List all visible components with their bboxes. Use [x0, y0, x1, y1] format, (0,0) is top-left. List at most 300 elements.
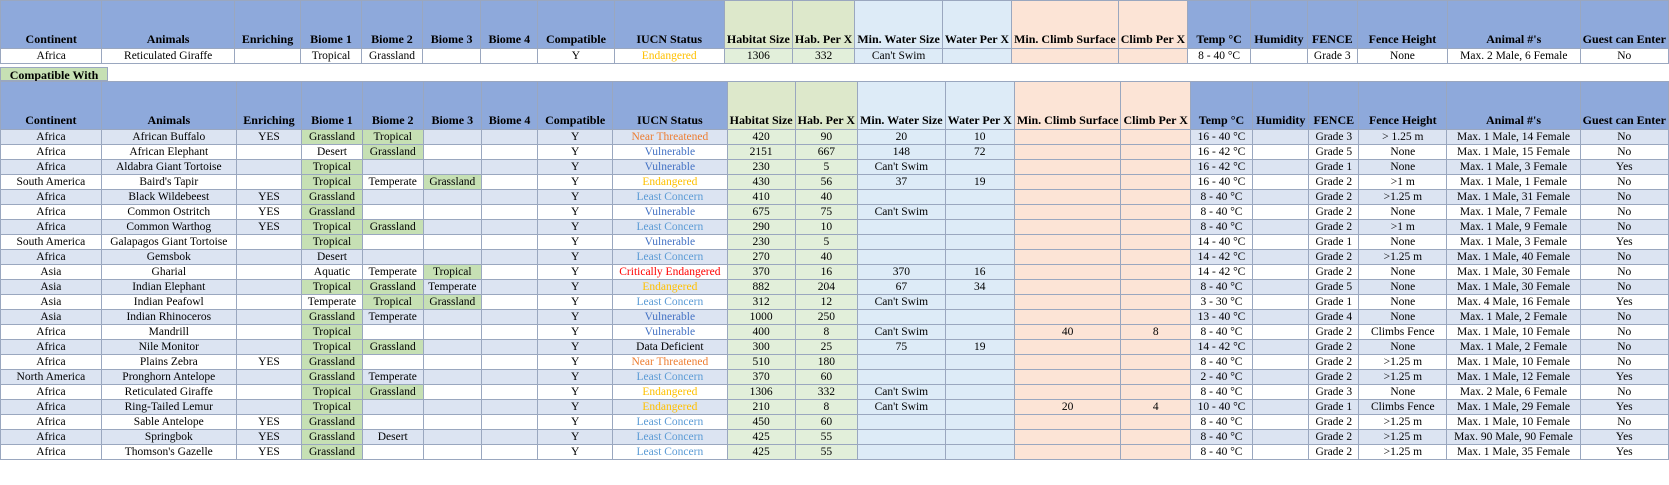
cell-humidity[interactable] [1253, 325, 1309, 340]
cell-continent[interactable]: Africa [1, 340, 102, 355]
table-row[interactable] [1, 130, 1669, 145]
table-row[interactable] [1, 175, 1669, 190]
cell-biome-2[interactable]: Grassland [361, 49, 422, 64]
column-header-animals[interactable]: Animals [102, 1, 234, 49]
cell-guest-can-enter[interactable]: Yes [1580, 370, 1668, 385]
cell-guest-can-enter[interactable]: Yes [1580, 445, 1668, 460]
cell-animals[interactable]: Springbok [101, 430, 236, 445]
cell-min-water-size[interactable]: Can't Swim [858, 325, 946, 340]
cell-iucn-status[interactable]: Critically Endangered [613, 265, 727, 280]
cell-habitat-size[interactable]: 425 [727, 430, 795, 445]
cell-min-climb-surface[interactable] [1014, 430, 1121, 445]
table-row[interactable] [1, 325, 1669, 340]
cell-animals[interactable]: Thomson's Gazelle [101, 445, 236, 460]
cell-continent[interactable]: Asia [1, 310, 102, 325]
cell-continent[interactable]: Africa [1, 160, 102, 175]
cell-fence[interactable]: Grade 2 [1309, 220, 1359, 235]
cell-hab-per-x[interactable]: 75 [795, 205, 857, 220]
column-header-guest-can-enter[interactable]: Guest can Enter [1580, 1, 1668, 49]
cell-enriching[interactable] [236, 400, 301, 415]
cell-biome-4[interactable] [482, 295, 538, 310]
cell-compatible[interactable]: Y [538, 310, 613, 325]
cell-biome-1[interactable]: Tropical [302, 400, 363, 415]
cell-biome-3[interactable]: Temperate [423, 280, 481, 295]
cell-water-per-x[interactable] [945, 355, 1014, 370]
cell-biome-2[interactable]: Tropical [362, 130, 423, 145]
cell-continent[interactable]: Asia [1, 280, 102, 295]
cell-biome-3[interactable] [423, 325, 481, 340]
cell-fence-height[interactable]: > 1.25 m [1359, 130, 1447, 145]
cell-hab-per-x[interactable]: 40 [795, 190, 857, 205]
cell-compatible[interactable]: Y [538, 385, 613, 400]
cell-biome-1[interactable]: Grassland [302, 445, 363, 460]
cell-biome-4[interactable] [482, 220, 538, 235]
cell-fence-height[interactable]: None [1357, 49, 1447, 64]
cell-fence-height[interactable]: >1.25 m [1359, 430, 1447, 445]
cell-compatible[interactable]: Y [538, 295, 613, 310]
cell-climb-per-x[interactable] [1121, 430, 1190, 445]
cell-animals[interactable]: Reticulated Giraffe [102, 49, 234, 64]
cell-biome-4[interactable] [482, 340, 538, 355]
cell-enriching[interactable] [236, 160, 301, 175]
cell-fence[interactable]: Grade 2 [1309, 190, 1359, 205]
table-row[interactable] [1, 190, 1669, 205]
cell-iucn-status[interactable]: Endangered [613, 400, 727, 415]
cell-habitat-size[interactable]: 1000 [727, 310, 795, 325]
cell-biome-1[interactable]: Tropical [302, 235, 363, 250]
cell-animal-s[interactable]: Max. 1 Male, 10 Female [1447, 325, 1580, 340]
cell-compatible[interactable]: Y [538, 220, 613, 235]
cell-climb-per-x[interactable] [1121, 190, 1190, 205]
cell-fence[interactable]: Grade 2 [1309, 370, 1359, 385]
cell-water-per-x[interactable] [945, 370, 1014, 385]
cell-hab-per-x[interactable]: 5 [795, 160, 857, 175]
column-header-continent[interactable]: Continent [1, 82, 102, 130]
cell-temp-c[interactable]: 8 - 40 °C [1190, 190, 1252, 205]
cell-min-climb-surface[interactable] [1014, 265, 1121, 280]
cell-biome-4[interactable] [482, 250, 538, 265]
cell-biome-3[interactable] [423, 145, 481, 160]
cell-temp-c[interactable]: 3 - 30 °C [1190, 295, 1252, 310]
cell-min-climb-surface[interactable]: 20 [1014, 400, 1121, 415]
cell-compatible[interactable]: Y [538, 340, 613, 355]
cell-iucn-status[interactable]: Endangered [613, 280, 727, 295]
column-header-climb-per-x[interactable]: Climb Per X [1118, 1, 1187, 49]
cell-biome-2[interactable]: Grassland [362, 340, 423, 355]
cell-compatible[interactable]: Y [538, 265, 613, 280]
cell-biome-3[interactable] [423, 385, 481, 400]
cell-climb-per-x[interactable] [1118, 49, 1187, 64]
column-header-water-per-x[interactable]: Water Per X [942, 1, 1011, 49]
cell-biome-3[interactable] [423, 370, 481, 385]
cell-water-per-x[interactable] [942, 49, 1011, 64]
cell-temp-c[interactable]: 16 - 40 °C [1190, 175, 1252, 190]
cell-hab-per-x[interactable]: 204 [795, 280, 857, 295]
cell-water-per-x[interactable]: 19 [945, 175, 1014, 190]
cell-animal-s[interactable]: Max. 1 Male, 29 Female [1447, 400, 1580, 415]
column-header-climb-per-x[interactable]: Climb Per X [1121, 82, 1190, 130]
cell-fence-height[interactable]: None [1359, 280, 1447, 295]
cell-min-water-size[interactable]: 370 [858, 265, 946, 280]
cell-hab-per-x[interactable]: 55 [795, 445, 857, 460]
cell-enriching[interactable] [236, 340, 301, 355]
cell-biome-3[interactable] [423, 340, 481, 355]
cell-water-per-x[interactable] [945, 250, 1014, 265]
cell-climb-per-x[interactable] [1121, 130, 1190, 145]
table-row[interactable] [1, 160, 1669, 175]
cell-temp-c[interactable]: 8 - 40 °C [1190, 430, 1252, 445]
cell-biome-4[interactable] [482, 280, 538, 295]
cell-min-climb-surface[interactable] [1014, 385, 1121, 400]
cell-temp-c[interactable]: 8 - 40 °C [1190, 385, 1252, 400]
cell-biome-1[interactable]: Tropical [302, 385, 363, 400]
cell-min-water-size[interactable]: Can't Swim [858, 160, 946, 175]
cell-animal-s[interactable]: Max. 1 Male, 15 Female [1447, 145, 1580, 160]
cell-animals[interactable]: Common Warthog [101, 220, 236, 235]
cell-climb-per-x[interactable] [1121, 370, 1190, 385]
cell-temp-c[interactable]: 14 - 42 °C [1190, 340, 1252, 355]
column-header-biome-1[interactable]: Biome 1 [301, 1, 362, 49]
cell-biome-4[interactable] [482, 415, 538, 430]
cell-continent[interactable]: Africa [1, 445, 102, 460]
table-row[interactable] [1, 370, 1669, 385]
table-row[interactable] [1, 430, 1669, 445]
cell-temp-c[interactable]: 8 - 40 °C [1190, 205, 1252, 220]
cell-guest-can-enter[interactable]: Yes [1580, 160, 1668, 175]
cell-biome-4[interactable] [482, 205, 538, 220]
cell-habitat-size[interactable]: 510 [727, 355, 795, 370]
cell-min-water-size[interactable] [858, 430, 946, 445]
cell-animals[interactable]: Ring-Tailed Lemur [101, 400, 236, 415]
cell-compatible[interactable]: Y [538, 400, 613, 415]
cell-compatible[interactable]: Y [538, 355, 613, 370]
cell-fence[interactable]: Grade 4 [1309, 310, 1359, 325]
cell-continent[interactable]: Africa [1, 145, 102, 160]
cell-climb-per-x[interactable] [1121, 385, 1190, 400]
cell-enriching[interactable] [236, 235, 301, 250]
cell-animals[interactable]: Sable Antelope [101, 415, 236, 430]
cell-guest-can-enter[interactable]: No [1580, 340, 1668, 355]
cell-habitat-size[interactable]: 370 [727, 370, 795, 385]
column-header-iucn-status[interactable]: IUCN Status [613, 82, 727, 130]
cell-fence[interactable]: Grade 2 [1309, 430, 1359, 445]
cell-animal-s[interactable]: Max. 1 Male, 14 Female [1447, 130, 1580, 145]
cell-humidity[interactable] [1253, 175, 1309, 190]
cell-climb-per-x[interactable] [1121, 220, 1190, 235]
cell-enriching[interactable] [236, 325, 301, 340]
column-header-temp-c[interactable]: Temp °C [1188, 1, 1251, 49]
table-row[interactable] [1, 355, 1669, 370]
cell-animal-s[interactable]: Max. 1 Male, 2 Female [1447, 340, 1580, 355]
cell-temp-c[interactable]: 8 - 40 °C [1190, 415, 1252, 430]
cell-biome-1[interactable]: Tropical [302, 325, 363, 340]
cell-min-climb-surface[interactable] [1014, 310, 1121, 325]
cell-habitat-size[interactable]: 210 [727, 400, 795, 415]
cell-water-per-x[interactable] [945, 190, 1014, 205]
cell-guest-can-enter[interactable]: No [1580, 205, 1668, 220]
cell-climb-per-x[interactable] [1121, 415, 1190, 430]
cell-biome-4[interactable] [482, 325, 538, 340]
cell-iucn-status[interactable]: Vulnerable [613, 325, 727, 340]
cell-climb-per-x[interactable] [1121, 340, 1190, 355]
cell-compatible[interactable]: Y [538, 49, 614, 64]
cell-humidity[interactable] [1253, 445, 1309, 460]
cell-min-water-size[interactable] [858, 415, 946, 430]
cell-biome-2[interactable]: Temperate [362, 175, 423, 190]
cell-animals[interactable]: Indian Peafowl [101, 295, 236, 310]
cell-fence[interactable]: Grade 2 [1309, 415, 1359, 430]
cell-animal-s[interactable]: Max. 2 Male, 6 Female [1447, 385, 1580, 400]
cell-biome-2[interactable]: Temperate [362, 370, 423, 385]
cell-continent[interactable]: Africa [1, 250, 102, 265]
cell-min-climb-surface[interactable] [1014, 340, 1121, 355]
cell-temp-c[interactable]: 8 - 40 °C [1190, 445, 1252, 460]
cell-fence[interactable]: Grade 2 [1309, 175, 1359, 190]
cell-min-water-size[interactable] [858, 220, 946, 235]
cell-animal-s[interactable]: Max. 90 Male, 90 Female [1447, 430, 1580, 445]
cell-compatible[interactable]: Y [538, 430, 613, 445]
cell-hab-per-x[interactable]: 667 [795, 145, 857, 160]
column-header-humidity[interactable]: Humidity [1253, 82, 1309, 130]
cell-guest-can-enter[interactable]: No [1580, 175, 1668, 190]
cell-habitat-size[interactable]: 300 [727, 340, 795, 355]
cell-fence-height[interactable]: None [1359, 385, 1447, 400]
cell-climb-per-x[interactable]: 8 [1121, 325, 1190, 340]
cell-animals[interactable]: Aldabra Giant Tortoise [101, 160, 236, 175]
cell-continent[interactable]: Africa [1, 220, 102, 235]
column-header-compatible[interactable]: Compatible [538, 82, 613, 130]
cell-biome-1[interactable]: Tropical [301, 49, 362, 64]
cell-continent[interactable]: North America [1, 370, 102, 385]
cell-animal-s[interactable]: Max. 1 Male, 10 Female [1447, 355, 1580, 370]
cell-climb-per-x[interactable] [1121, 235, 1190, 250]
cell-biome-2[interactable] [362, 445, 423, 460]
cell-animal-s[interactable]: Max. 1 Male, 1 Female [1447, 175, 1580, 190]
cell-min-climb-surface[interactable] [1014, 280, 1121, 295]
cell-habitat-size[interactable]: 675 [727, 205, 795, 220]
cell-humidity[interactable] [1253, 430, 1309, 445]
cell-hab-per-x[interactable]: 90 [795, 130, 857, 145]
cell-climb-per-x[interactable] [1121, 355, 1190, 370]
cell-compatible[interactable]: Y [538, 145, 613, 160]
cell-fence-height[interactable]: None [1359, 340, 1447, 355]
cell-habitat-size[interactable]: 882 [727, 280, 795, 295]
cell-water-per-x[interactable] [945, 430, 1014, 445]
cell-biome-3[interactable] [423, 430, 481, 445]
cell-compatible[interactable]: Y [538, 205, 613, 220]
cell-water-per-x[interactable]: 19 [945, 340, 1014, 355]
cell-water-per-x[interactable] [945, 235, 1014, 250]
cell-animals[interactable]: African Buffalo [101, 130, 236, 145]
cell-biome-2[interactable] [362, 235, 423, 250]
cell-continent[interactable]: Asia [1, 295, 102, 310]
cell-biome-1[interactable]: Aquatic [302, 265, 363, 280]
cell-iucn-status[interactable]: Near Threatened [613, 355, 727, 370]
cell-continent[interactable]: Africa [1, 415, 102, 430]
cell-hab-per-x[interactable]: 332 [795, 385, 857, 400]
cell-biome-4[interactable] [482, 130, 538, 145]
cell-habitat-size[interactable]: 2151 [727, 145, 795, 160]
cell-min-climb-surface[interactable] [1014, 295, 1121, 310]
cell-compatible[interactable]: Y [538, 415, 613, 430]
table-row[interactable] [1, 145, 1669, 160]
cell-animal-s[interactable]: Max. 1 Male, 30 Female [1447, 280, 1580, 295]
cell-animal-s[interactable]: Max. 1 Male, 10 Female [1447, 415, 1580, 430]
cell-guest-can-enter[interactable]: No [1580, 145, 1668, 160]
cell-biome-3[interactable] [423, 160, 481, 175]
cell-min-climb-surface[interactable] [1014, 445, 1121, 460]
cell-animals[interactable]: Gharial [101, 265, 236, 280]
cell-animal-s[interactable]: Max. 1 Male, 9 Female [1447, 220, 1580, 235]
cell-biome-1[interactable]: Grassland [302, 190, 363, 205]
cell-biome-2[interactable] [362, 160, 423, 175]
column-header-biome-3[interactable]: Biome 3 [423, 1, 481, 49]
cell-biome-3[interactable] [423, 250, 481, 265]
cell-min-water-size[interactable] [858, 235, 946, 250]
cell-hab-per-x[interactable]: 250 [795, 310, 857, 325]
cell-climb-per-x[interactable] [1121, 445, 1190, 460]
cell-continent[interactable]: Africa [1, 205, 102, 220]
cell-continent[interactable]: Asia [1, 265, 102, 280]
cell-iucn-status[interactable]: Vulnerable [613, 205, 727, 220]
cell-fence[interactable]: Grade 1 [1309, 295, 1359, 310]
cell-biome-1[interactable]: Grassland [302, 310, 363, 325]
cell-min-water-size[interactable]: 148 [858, 145, 946, 160]
cell-continent[interactable]: South America [1, 235, 102, 250]
table-row[interactable] [1, 49, 1669, 64]
cell-min-water-size[interactable] [858, 445, 946, 460]
column-header-biome-2[interactable]: Biome 2 [362, 82, 423, 130]
table-row[interactable] [1, 445, 1669, 460]
cell-iucn-status[interactable]: Least Concern [613, 220, 727, 235]
cell-biome-1[interactable]: Tropical [302, 175, 363, 190]
cell-compatible[interactable]: Y [538, 160, 613, 175]
cell-hab-per-x[interactable]: 55 [795, 430, 857, 445]
cell-fence-height[interactable]: >1.25 m [1359, 355, 1447, 370]
cell-biome-1[interactable]: Temperate [302, 295, 363, 310]
cell-temp-c[interactable]: 14 - 40 °C [1190, 235, 1252, 250]
cell-animals[interactable]: Baird's Tapir [101, 175, 236, 190]
table-row[interactable] [1, 400, 1669, 415]
cell-hab-per-x[interactable]: 40 [795, 250, 857, 265]
cell-habitat-size[interactable]: 1306 [727, 385, 795, 400]
cell-animal-s[interactable]: Max. 4 Male, 16 Female [1447, 295, 1580, 310]
column-header-hab-per-x[interactable]: Hab. Per X [792, 1, 854, 49]
cell-biome-4[interactable] [482, 310, 538, 325]
cell-temp-c[interactable]: 8 - 40 °C [1188, 49, 1251, 64]
cell-iucn-status[interactable]: Vulnerable [613, 145, 727, 160]
cell-fence-height[interactable]: Climbs Fence [1359, 400, 1447, 415]
column-header-fence[interactable]: FENCE [1309, 82, 1359, 130]
cell-habitat-size[interactable]: 1306 [724, 49, 792, 64]
cell-hab-per-x[interactable]: 8 [795, 325, 857, 340]
cell-climb-per-x[interactable] [1121, 250, 1190, 265]
cell-biome-4[interactable] [482, 385, 538, 400]
cell-iucn-status[interactable]: Least Concern [613, 370, 727, 385]
cell-iucn-status[interactable]: Least Concern [613, 250, 727, 265]
cell-animals[interactable]: Indian Elephant [101, 280, 236, 295]
cell-guest-can-enter[interactable]: Yes [1580, 430, 1668, 445]
cell-min-climb-surface[interactable] [1014, 250, 1121, 265]
cell-continent[interactable]: Africa [1, 49, 102, 64]
cell-animal-s[interactable]: Max. 1 Male, 40 Female [1447, 250, 1580, 265]
cell-climb-per-x[interactable] [1121, 145, 1190, 160]
cell-fence[interactable]: Grade 2 [1309, 250, 1359, 265]
cell-habitat-size[interactable]: 230 [727, 235, 795, 250]
cell-animal-s[interactable]: Max. 1 Male, 30 Female [1447, 265, 1580, 280]
cell-enriching[interactable] [236, 250, 301, 265]
cell-biome-2[interactable]: Grassland [362, 220, 423, 235]
cell-biome-2[interactable] [362, 400, 423, 415]
cell-biome-2[interactable]: Grassland [362, 145, 423, 160]
cell-biome-3[interactable] [423, 205, 481, 220]
cell-humidity[interactable] [1253, 280, 1309, 295]
cell-animals[interactable]: Black Wildebeest [101, 190, 236, 205]
cell-min-water-size[interactable]: 67 [858, 280, 946, 295]
cell-min-climb-surface[interactable]: 40 [1014, 325, 1121, 340]
cell-animals[interactable]: African Elephant [101, 145, 236, 160]
cell-biome-1[interactable]: Tropical [302, 280, 363, 295]
cell-fence-height[interactable]: None [1359, 265, 1447, 280]
table-row[interactable] [1, 280, 1669, 295]
column-header-biome-4[interactable]: Biome 4 [482, 82, 538, 130]
cell-temp-c[interactable]: 2 - 40 °C [1190, 370, 1252, 385]
cell-fence-height[interactable]: Climbs Fence [1359, 325, 1447, 340]
cell-enriching[interactable]: YES [236, 430, 301, 445]
cell-habitat-size[interactable]: 370 [727, 265, 795, 280]
cell-climb-per-x[interactable] [1121, 310, 1190, 325]
cell-biome-4[interactable] [482, 400, 538, 415]
cell-fence[interactable]: Grade 2 [1309, 205, 1359, 220]
cell-temp-c[interactable]: 16 - 42 °C [1190, 160, 1252, 175]
cell-enriching[interactable]: YES [236, 445, 301, 460]
table-row[interactable] [1, 295, 1669, 310]
cell-biome-3[interactable]: Tropical [423, 265, 481, 280]
cell-humidity[interactable] [1253, 145, 1309, 160]
cell-water-per-x[interactable]: 72 [945, 145, 1014, 160]
cell-fence-height[interactable]: >1.25 m [1359, 190, 1447, 205]
cell-enriching[interactable] [236, 370, 301, 385]
cell-temp-c[interactable]: 13 - 40 °C [1190, 310, 1252, 325]
column-header-water-per-x[interactable]: Water Per X [945, 82, 1014, 130]
cell-guest-can-enter[interactable]: No [1580, 355, 1668, 370]
cell-continent[interactable]: Africa [1, 430, 102, 445]
cell-animals[interactable]: Nile Monitor [101, 340, 236, 355]
cell-iucn-status[interactable]: Data Deficient [613, 340, 727, 355]
cell-guest-can-enter[interactable]: No [1580, 415, 1668, 430]
cell-water-per-x[interactable]: 16 [945, 265, 1014, 280]
cell-temp-c[interactable]: 14 - 42 °C [1190, 265, 1252, 280]
cell-compatible[interactable]: Y [538, 175, 613, 190]
cell-water-per-x[interactable]: 10 [945, 130, 1014, 145]
cell-humidity[interactable] [1253, 370, 1309, 385]
cell-iucn-status[interactable]: Least Concern [613, 430, 727, 445]
cell-enriching[interactable]: YES [236, 205, 301, 220]
cell-water-per-x[interactable] [945, 220, 1014, 235]
cell-humidity[interactable] [1251, 49, 1308, 64]
cell-biome-4[interactable] [482, 355, 538, 370]
cell-biome-2[interactable]: Temperate [362, 265, 423, 280]
cell-guest-can-enter[interactable]: Yes [1580, 295, 1668, 310]
cell-fence[interactable]: Grade 3 [1309, 130, 1359, 145]
cell-hab-per-x[interactable]: 16 [795, 265, 857, 280]
cell-humidity[interactable] [1253, 400, 1309, 415]
cell-min-water-size[interactable]: 20 [858, 130, 946, 145]
cell-iucn-status[interactable]: Least Concern [613, 415, 727, 430]
cell-guest-can-enter[interactable]: No [1580, 190, 1668, 205]
column-header-fence-height[interactable]: Fence Height [1359, 82, 1447, 130]
column-header-compatible[interactable]: Compatible [538, 1, 614, 49]
